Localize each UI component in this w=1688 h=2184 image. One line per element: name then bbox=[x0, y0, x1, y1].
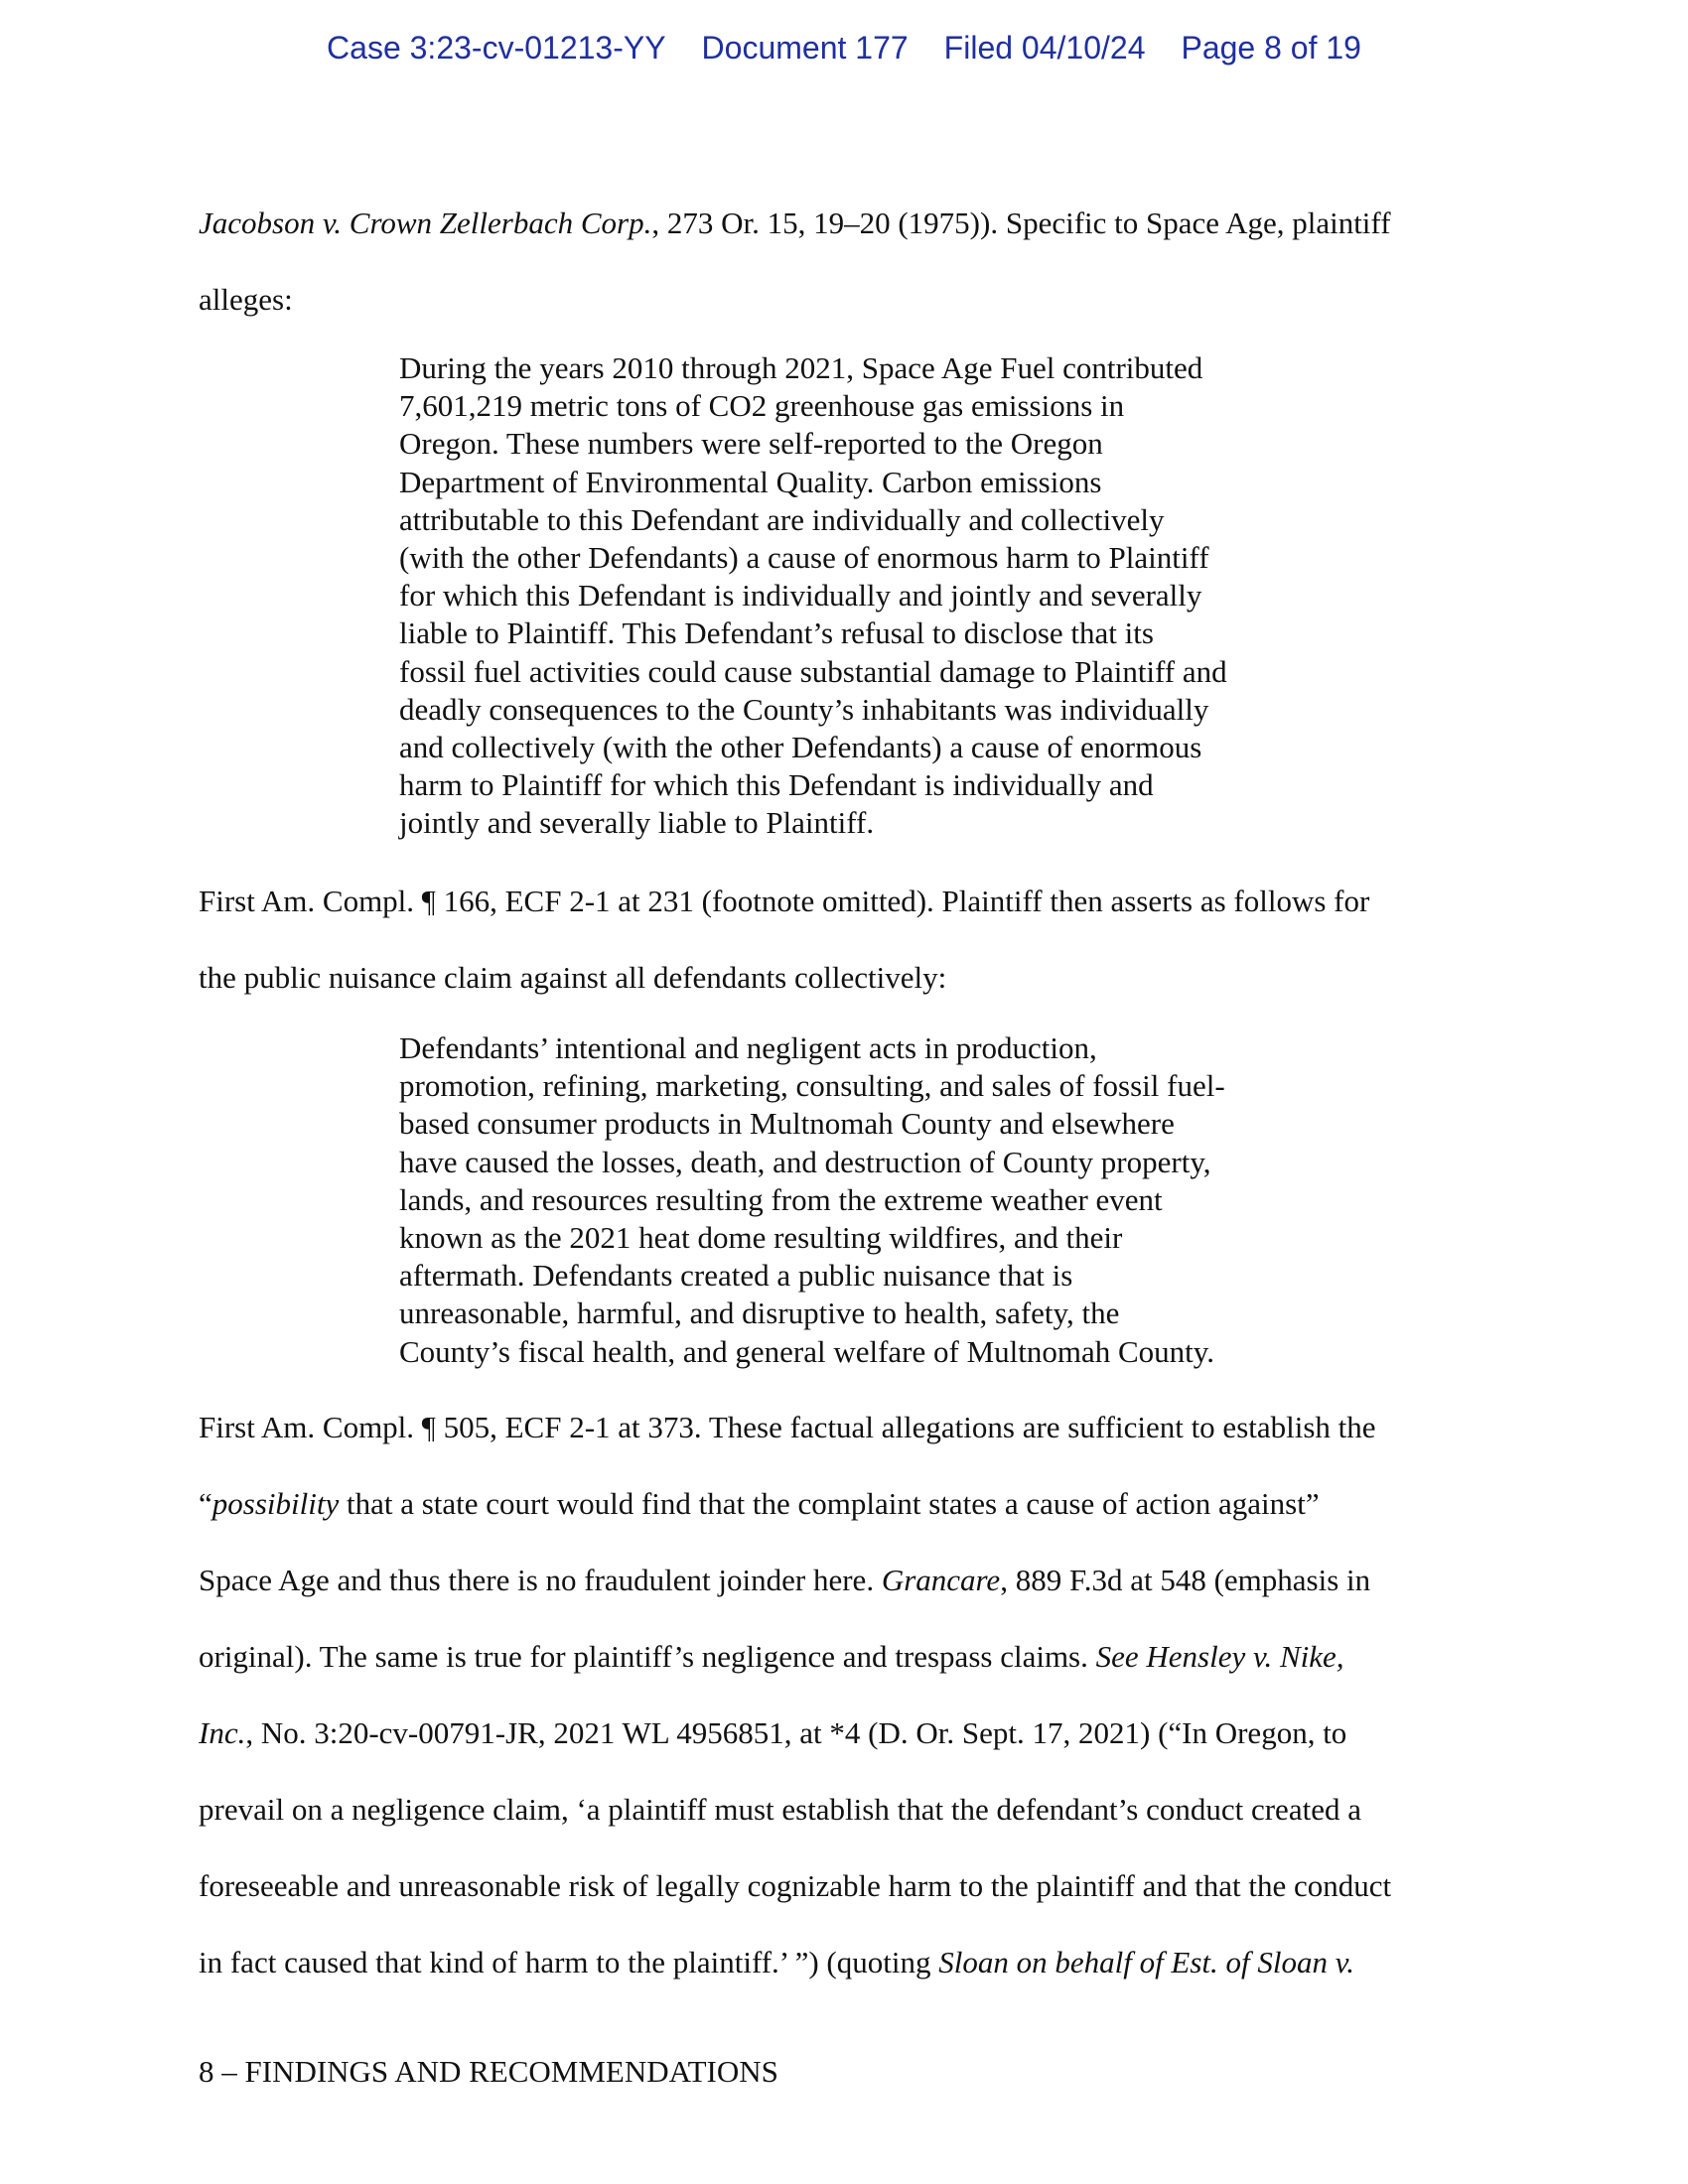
text-line bbox=[199, 185, 1509, 261]
case-citation: Grancare bbox=[881, 1563, 1001, 1597]
quote-line: 7,601,219 metric tons of CO2 greenhouse gas emissions in bbox=[399, 388, 1125, 424]
page-indicator: Page 8 of 19 bbox=[1181, 30, 1361, 66]
paragraph-analysis bbox=[199, 1389, 1509, 2000]
text-line bbox=[199, 1924, 1509, 2000]
quote-line: lands, and resources resulting from the extreme weather event bbox=[399, 1181, 1163, 1217]
quote-line: promotion, refining, marketing, consulting, and sales of fossil fuel- bbox=[399, 1068, 1225, 1104]
quote-line: based consumer products in Multnomah County and elsewhere bbox=[399, 1106, 1175, 1142]
quote-line: and collectively (with the other Defendants) a cause of enormous bbox=[399, 730, 1202, 765]
quote-line: Defendants’ intentional and negligent acts in production, bbox=[399, 1030, 1097, 1065]
text-segment: original). The same is true for plaintiff’s negligence and trespass claims. bbox=[199, 1639, 1096, 1674]
text-segment: , No. 3:20-cv-00791-JR, 2021 WL 4956851, at *4 (D. Or. Sept. 17, 2021) (“In Oregon, to bbox=[245, 1715, 1347, 1750]
text-segment: , 273 Or. 15, 19–20 (1975)). Specific to Space Age, plaintiff bbox=[651, 205, 1391, 240]
text-line: the public nuisance claim against all defendants collectively: bbox=[199, 960, 947, 995]
quote-line: During the years 2010 through 2021, Space Age Fuel contributed bbox=[399, 350, 1203, 385]
quote-line: aftermath. Defendants created a public nuisance that is bbox=[399, 1258, 1073, 1294]
quote-line: known as the 2021 heat dome resulting wildfires, and their bbox=[399, 1220, 1123, 1256]
text-line: First Am. Compl. ¶ 505, ECF 2-1 at 373. These factual allegations are sufficient to establish the bbox=[199, 1410, 1376, 1444]
block-quote-space-age bbox=[399, 349, 1313, 843]
document-number: Document 177 bbox=[701, 30, 909, 66]
text-line: prevail on a negligence claim, ‘a plaintiff must establish that the defendant’s conduct created a bbox=[199, 1792, 1361, 1827]
quote-line: Oregon. These numbers were self-reported to the Oregon bbox=[399, 426, 1103, 462]
quote-line: attributable to this Defendant are individually and collectively bbox=[399, 501, 1165, 537]
quote-line: for which this Defendant is individually and jointly and severally bbox=[399, 578, 1202, 614]
text-segment: Space Age and thus there is no fraudulent joinder here. bbox=[199, 1563, 882, 1597]
quote-line: County’s fiscal health, and general welfare of Multnomah County. bbox=[399, 1333, 1215, 1369]
quote-line: (with the other Defendants) a cause of enormous harm to Plaintiff bbox=[399, 540, 1209, 576]
quote-line: unreasonable, harmful, and disruptive to health, safety, the bbox=[399, 1296, 1120, 1331]
quote-line: harm to Plaintiff for which this Defendant is individually and bbox=[399, 767, 1154, 803]
quote-line: Department of Environmental Quality. Carbon emissions bbox=[399, 464, 1102, 499]
text-line bbox=[199, 1695, 1509, 1771]
page-footer: 8 – FINDINGS AND RECOMMENDATIONS bbox=[199, 2054, 778, 2089]
quote-line: fossil fuel activities could cause substantial damage to Plaintiff and bbox=[399, 653, 1227, 689]
paragraph-citation-166 bbox=[199, 863, 1509, 1016]
block-quote-public-nuisance bbox=[399, 1029, 1313, 1371]
case-number: Case 3:23-cv-01213-YY bbox=[327, 30, 666, 66]
quote-line: liable to Plaintiff. This Defendant’s refusal to disclose that its bbox=[399, 615, 1154, 651]
text-line: foreseeable and unreasonable risk of legally cognizable harm to the plaintiff and that the conduct bbox=[199, 1868, 1392, 1903]
case-citation: Jacobson v. Crown Zellerbach Corp. bbox=[199, 205, 652, 240]
text-segment: in fact caused that kind of harm to the plaintiff.’ ”) (quoting bbox=[199, 1945, 939, 1979]
quote-line: have caused the losses, death, and destruction of County property, bbox=[399, 1144, 1211, 1179]
text-line: First Am. Compl. ¶ 166, ECF 2-1 at 231 (footnote omitted). Plaintiff then asserts as follows for bbox=[199, 884, 1370, 918]
case-citation: Sloan on behalf of Est. of Sloan v. bbox=[938, 1945, 1354, 1979]
case-citation: Inc. bbox=[199, 1715, 246, 1750]
text-line bbox=[199, 1542, 1509, 1618]
filed-date: Filed 04/10/24 bbox=[943, 30, 1146, 66]
text-line bbox=[199, 1618, 1509, 1695]
text-segment: “ bbox=[199, 1486, 212, 1521]
quote-line: deadly consequences to the County’s inhabitants was individually bbox=[399, 691, 1209, 727]
quote-line: jointly and severally liable to Plaintiff. bbox=[399, 805, 875, 841]
paragraph-intro bbox=[199, 185, 1509, 338]
text-segment: , 889 F.3d at 548 (emphasis in bbox=[1000, 1563, 1371, 1597]
case-citation: See Hensley v. Nike, bbox=[1095, 1639, 1344, 1674]
case-header bbox=[0, 30, 1688, 67]
text-line: alleges: bbox=[199, 282, 293, 317]
text-line bbox=[199, 1465, 1509, 1542]
emphasis-text: possibility bbox=[211, 1486, 340, 1521]
text-segment: that a state court would find that the complaint states a cause of action against” bbox=[339, 1486, 1320, 1521]
